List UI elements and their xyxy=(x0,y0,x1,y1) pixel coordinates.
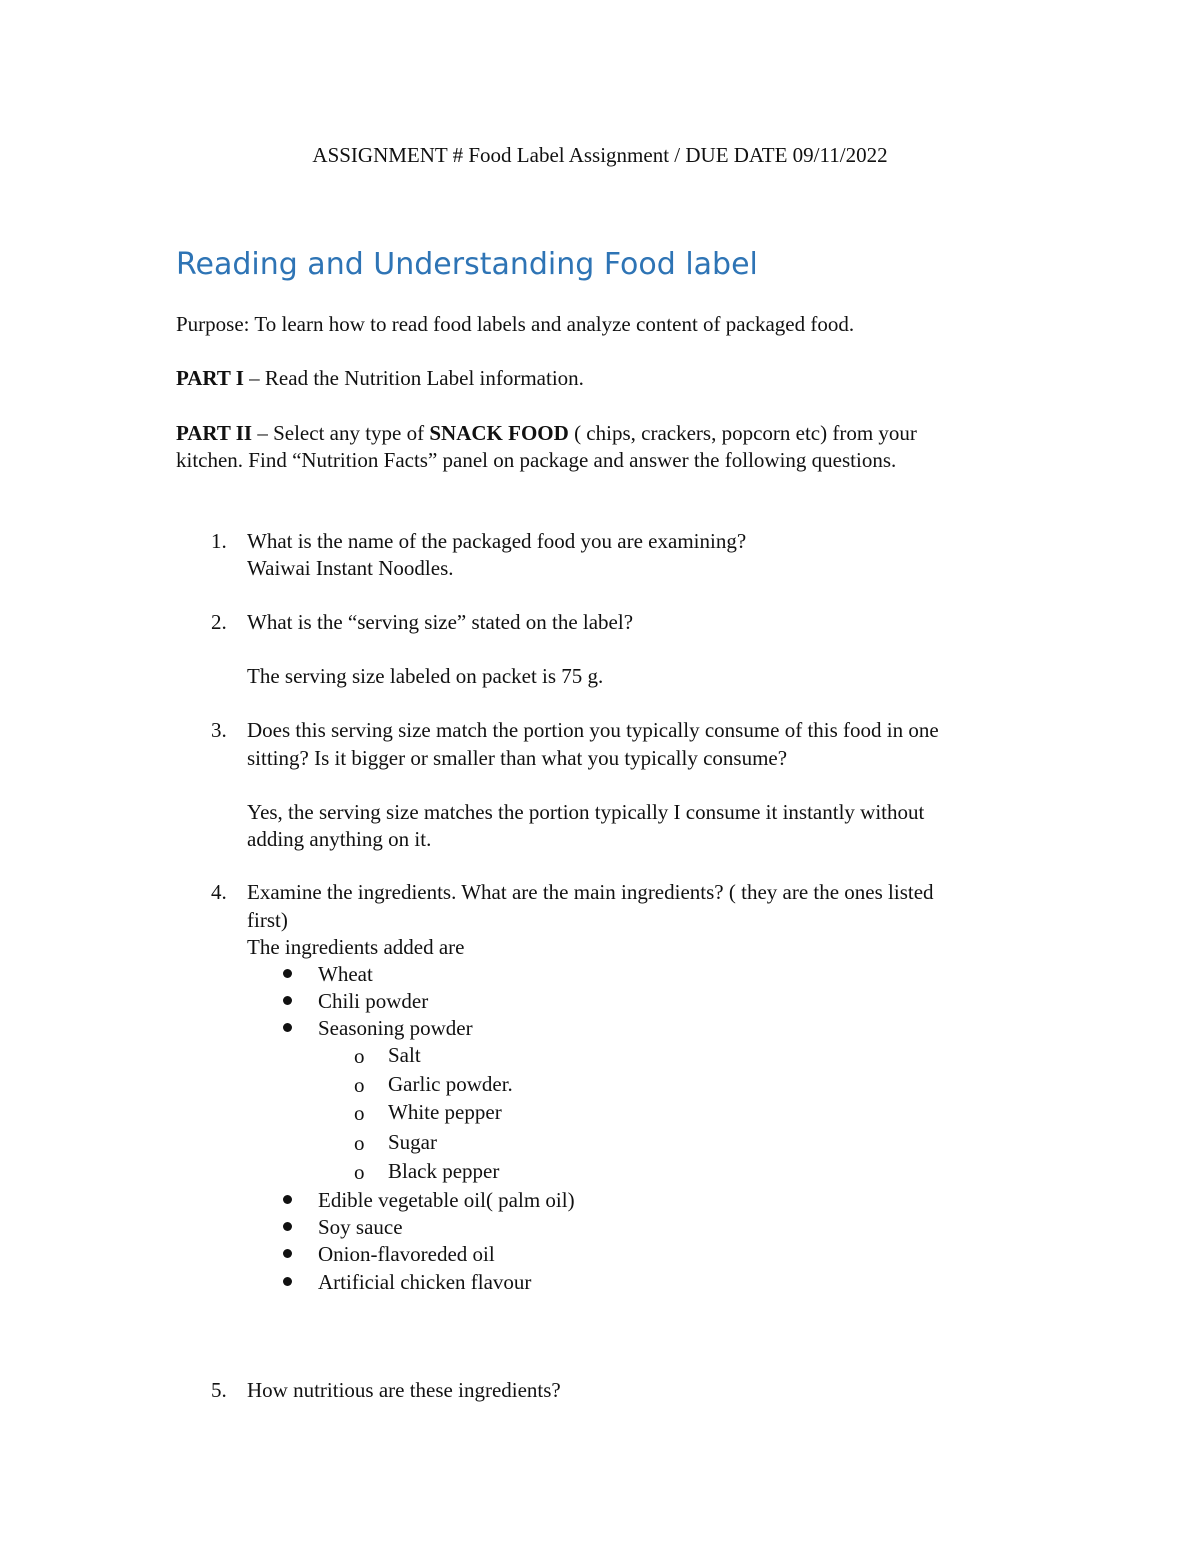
question-1-answer: Waiwai Instant Noodles. xyxy=(247,556,454,580)
question-1-text: What is the name of the packaged food you are examining? xyxy=(247,529,747,553)
part-two-line-1 xyxy=(176,420,917,447)
question-2-text: What is the “serving size” stated on the label? xyxy=(247,610,634,634)
list-item: Wheat xyxy=(318,962,373,986)
question-4-answer-intro: The ingredients added are xyxy=(247,935,465,959)
bullet-icon xyxy=(283,969,292,978)
sub-bullet-marker: o xyxy=(354,1101,365,1125)
bullet-icon xyxy=(283,1249,292,1258)
part-one-text xyxy=(176,365,584,392)
question-3-text-line-2: sitting? Is it bigger or smaller than what you typically consume? xyxy=(247,746,788,770)
part-one-label: PART I xyxy=(176,366,244,390)
part-two-text-b: ( chips, crackers, popcorn etc) from your xyxy=(568,421,917,445)
list-item: Soy sauce xyxy=(318,1215,403,1239)
question-number: 5. xyxy=(211,1378,227,1402)
sub-list-item: Black pepper xyxy=(388,1159,500,1183)
list-item: Seasoning powder xyxy=(318,1016,473,1040)
purpose-text: Purpose: To learn how to read food labels and analyze content of packaged food. xyxy=(176,312,855,336)
bullet-icon xyxy=(283,1222,292,1231)
sub-list-item: White pepper xyxy=(388,1100,502,1124)
sub-list-item: Sugar xyxy=(388,1130,437,1154)
list-item: Chili powder xyxy=(318,989,429,1013)
page-title: Reading and Understanding Food label xyxy=(176,247,758,282)
part-two-line-2: kitchen. Find “Nutrition Facts” panel on package and answer the following questions. xyxy=(176,448,897,472)
sub-bullet-marker: o xyxy=(354,1160,365,1184)
list-item: Onion-flavoreded oil xyxy=(318,1242,495,1266)
question-number: 1. xyxy=(211,529,227,553)
question-3-answer-line-1: Yes, the serving size matches the portion typically I consume it instantly without xyxy=(247,800,925,824)
question-5-text: How nutritious are these ingredients? xyxy=(247,1378,561,1402)
question-3-text-line-1: Does this serving size match the portion you typically consume of this food in one xyxy=(247,718,939,742)
sub-bullet-marker: o xyxy=(354,1131,365,1155)
part-one-body: – Read the Nutrition Label information. xyxy=(243,366,584,390)
bullet-icon xyxy=(283,1195,292,1204)
snack-food-label: SNACK FOOD xyxy=(429,421,569,445)
list-item: Artificial chicken flavour xyxy=(318,1270,532,1294)
bullet-icon xyxy=(283,1277,292,1286)
question-number: 2. xyxy=(211,610,227,634)
part-two-text-a: – Select any type of xyxy=(252,421,430,445)
question-4-text-line-1: Examine the ingredients. What are the main ingredients? ( they are the ones listed xyxy=(247,880,934,904)
bullet-icon xyxy=(283,996,292,1005)
question-number: 3. xyxy=(211,718,227,742)
list-item: Edible vegetable oil( palm oil) xyxy=(318,1188,575,1212)
question-4-text-line-2: first) xyxy=(247,908,288,932)
sub-bullet-marker: o xyxy=(354,1044,365,1068)
part-two-label: PART II xyxy=(176,421,253,445)
question-2-answer: The serving size labeled on packet is 75 g. xyxy=(247,664,604,688)
question-3-answer-line-2: adding anything on it. xyxy=(247,827,432,851)
sub-list-item: Garlic powder. xyxy=(388,1072,513,1096)
question-number: 4. xyxy=(211,880,227,904)
sub-list-item: Salt xyxy=(388,1043,421,1067)
bullet-icon xyxy=(283,1023,292,1032)
sub-bullet-marker: o xyxy=(354,1073,365,1097)
assignment-header: ASSIGNMENT # Food Label Assignment / DUE DATE 09/11/2022 xyxy=(312,143,888,167)
